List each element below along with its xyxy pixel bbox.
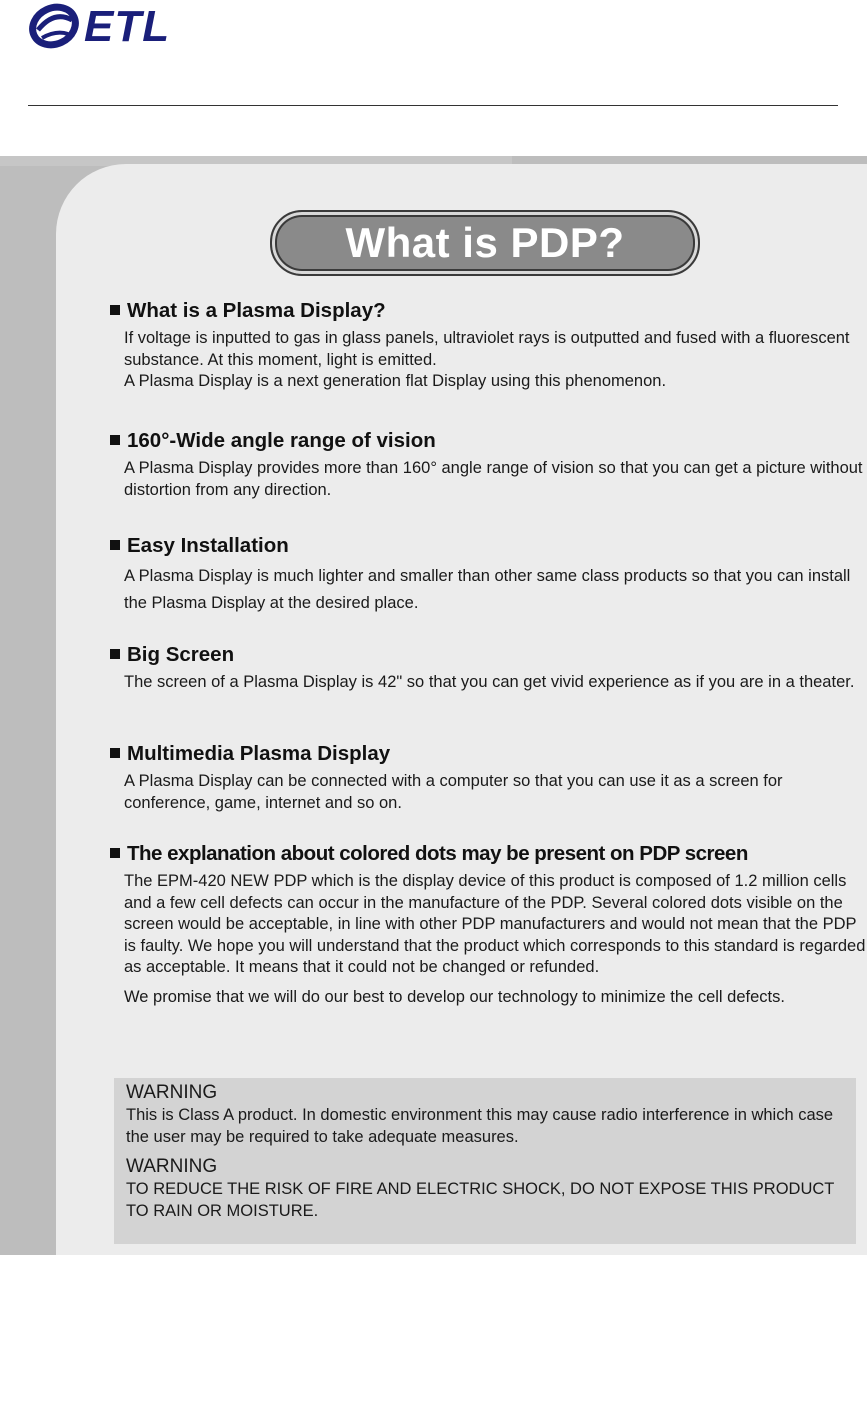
warning-title: WARNING: [126, 1156, 218, 1177]
banner-title: What is PDP?: [345, 219, 625, 266]
section-wide-angle: [110, 428, 867, 501]
section-plasma-display: [110, 298, 867, 393]
header-rule: [28, 105, 838, 106]
paragraph: A Plasma Display can be connected with a computer so that you can use it as a screen for conference, game, internet and so on.: [124, 772, 783, 812]
warning-title: WARNING: [126, 1082, 218, 1103]
company-logo: [28, 0, 188, 58]
paragraph: A Plasma Display provides more than 160° angle range of vision so that you can get a picture without distortion from any direction.: [124, 459, 863, 499]
bullet-square-icon: [110, 748, 120, 758]
leaflet-panel: [56, 164, 867, 1255]
warning-text: This is Class A product. In domestic environment this may cause radio interference in which case the user may be required to take adequate measures.: [126, 1106, 834, 1146]
section-heading: What is a Plasma Display?: [110, 298, 867, 324]
section-body: [124, 458, 867, 501]
bullet-square-icon: [110, 848, 120, 858]
bullet-square-icon: [110, 305, 120, 315]
section-big-screen: [110, 642, 867, 694]
warning-box: [114, 1078, 856, 1244]
title-banner: [270, 210, 700, 276]
section-multimedia: [110, 741, 867, 814]
section-heading: Big Screen: [110, 642, 867, 668]
section-body: [124, 328, 867, 393]
logo-text: ETL: [84, 2, 171, 51]
bullet-square-icon: [110, 649, 120, 659]
paragraph: The screen of a Plasma Display is 42" so that you can get vivid experience as if you are in a theater.: [124, 673, 855, 691]
section-colored-dots: [110, 841, 867, 1008]
bullet-square-icon: [110, 435, 120, 445]
paragraph: If voltage is inputted to gas in glass panels, ultraviolet rays is outputted and fused with a fluorescent substance. At this moment, light is emitted.: [124, 329, 850, 369]
scanned-leaflet: [0, 156, 867, 1255]
paragraph: The EPM-420 NEW PDP which is the display device of this product is composed of 1.2 million cells and a few cell defects can occur in the manufacture of the PDP. Several colored dots visible on the screen would be acceptable, in line with other PDP manufacturers and would not mean that the PDP is faulty. We hope you will understand that the product which corresponds to this standard is regarded as acceptable. It means that it could not be changed or refunded.: [124, 872, 866, 976]
section-body: [124, 563, 867, 617]
section-heading: 160°-Wide angle range of vision: [110, 428, 867, 454]
warning-text: TO REDUCE THE RISK OF FIRE AND ELECTRIC SHOCK, DO NOT EXPOSE THIS PRODUCT TO RAIN OR MOISTURE.: [126, 1180, 835, 1220]
bullet-square-icon: [110, 540, 120, 550]
section-body: [124, 771, 867, 814]
paragraph: A Plasma Display is a next generation flat Display using this phenomenon.: [124, 372, 667, 390]
section-easy-installation: [110, 533, 867, 617]
section-heading: Easy Installation: [110, 533, 867, 559]
paragraph: A Plasma Display is much lighter and smaller than other same class products so that you can install the Plasma Display at the desired place.: [124, 567, 851, 612]
section-body: [124, 672, 867, 694]
paragraph: We promise that we will do our best to develop our technology to minimize the cell defects.: [124, 987, 785, 1006]
section-body: [124, 871, 867, 1008]
etl-swirl-icon: [28, 0, 88, 58]
section-heading: Multimedia Plasma Display: [110, 741, 867, 767]
section-heading: The explanation about colored dots may be present on PDP screen: [110, 841, 867, 867]
